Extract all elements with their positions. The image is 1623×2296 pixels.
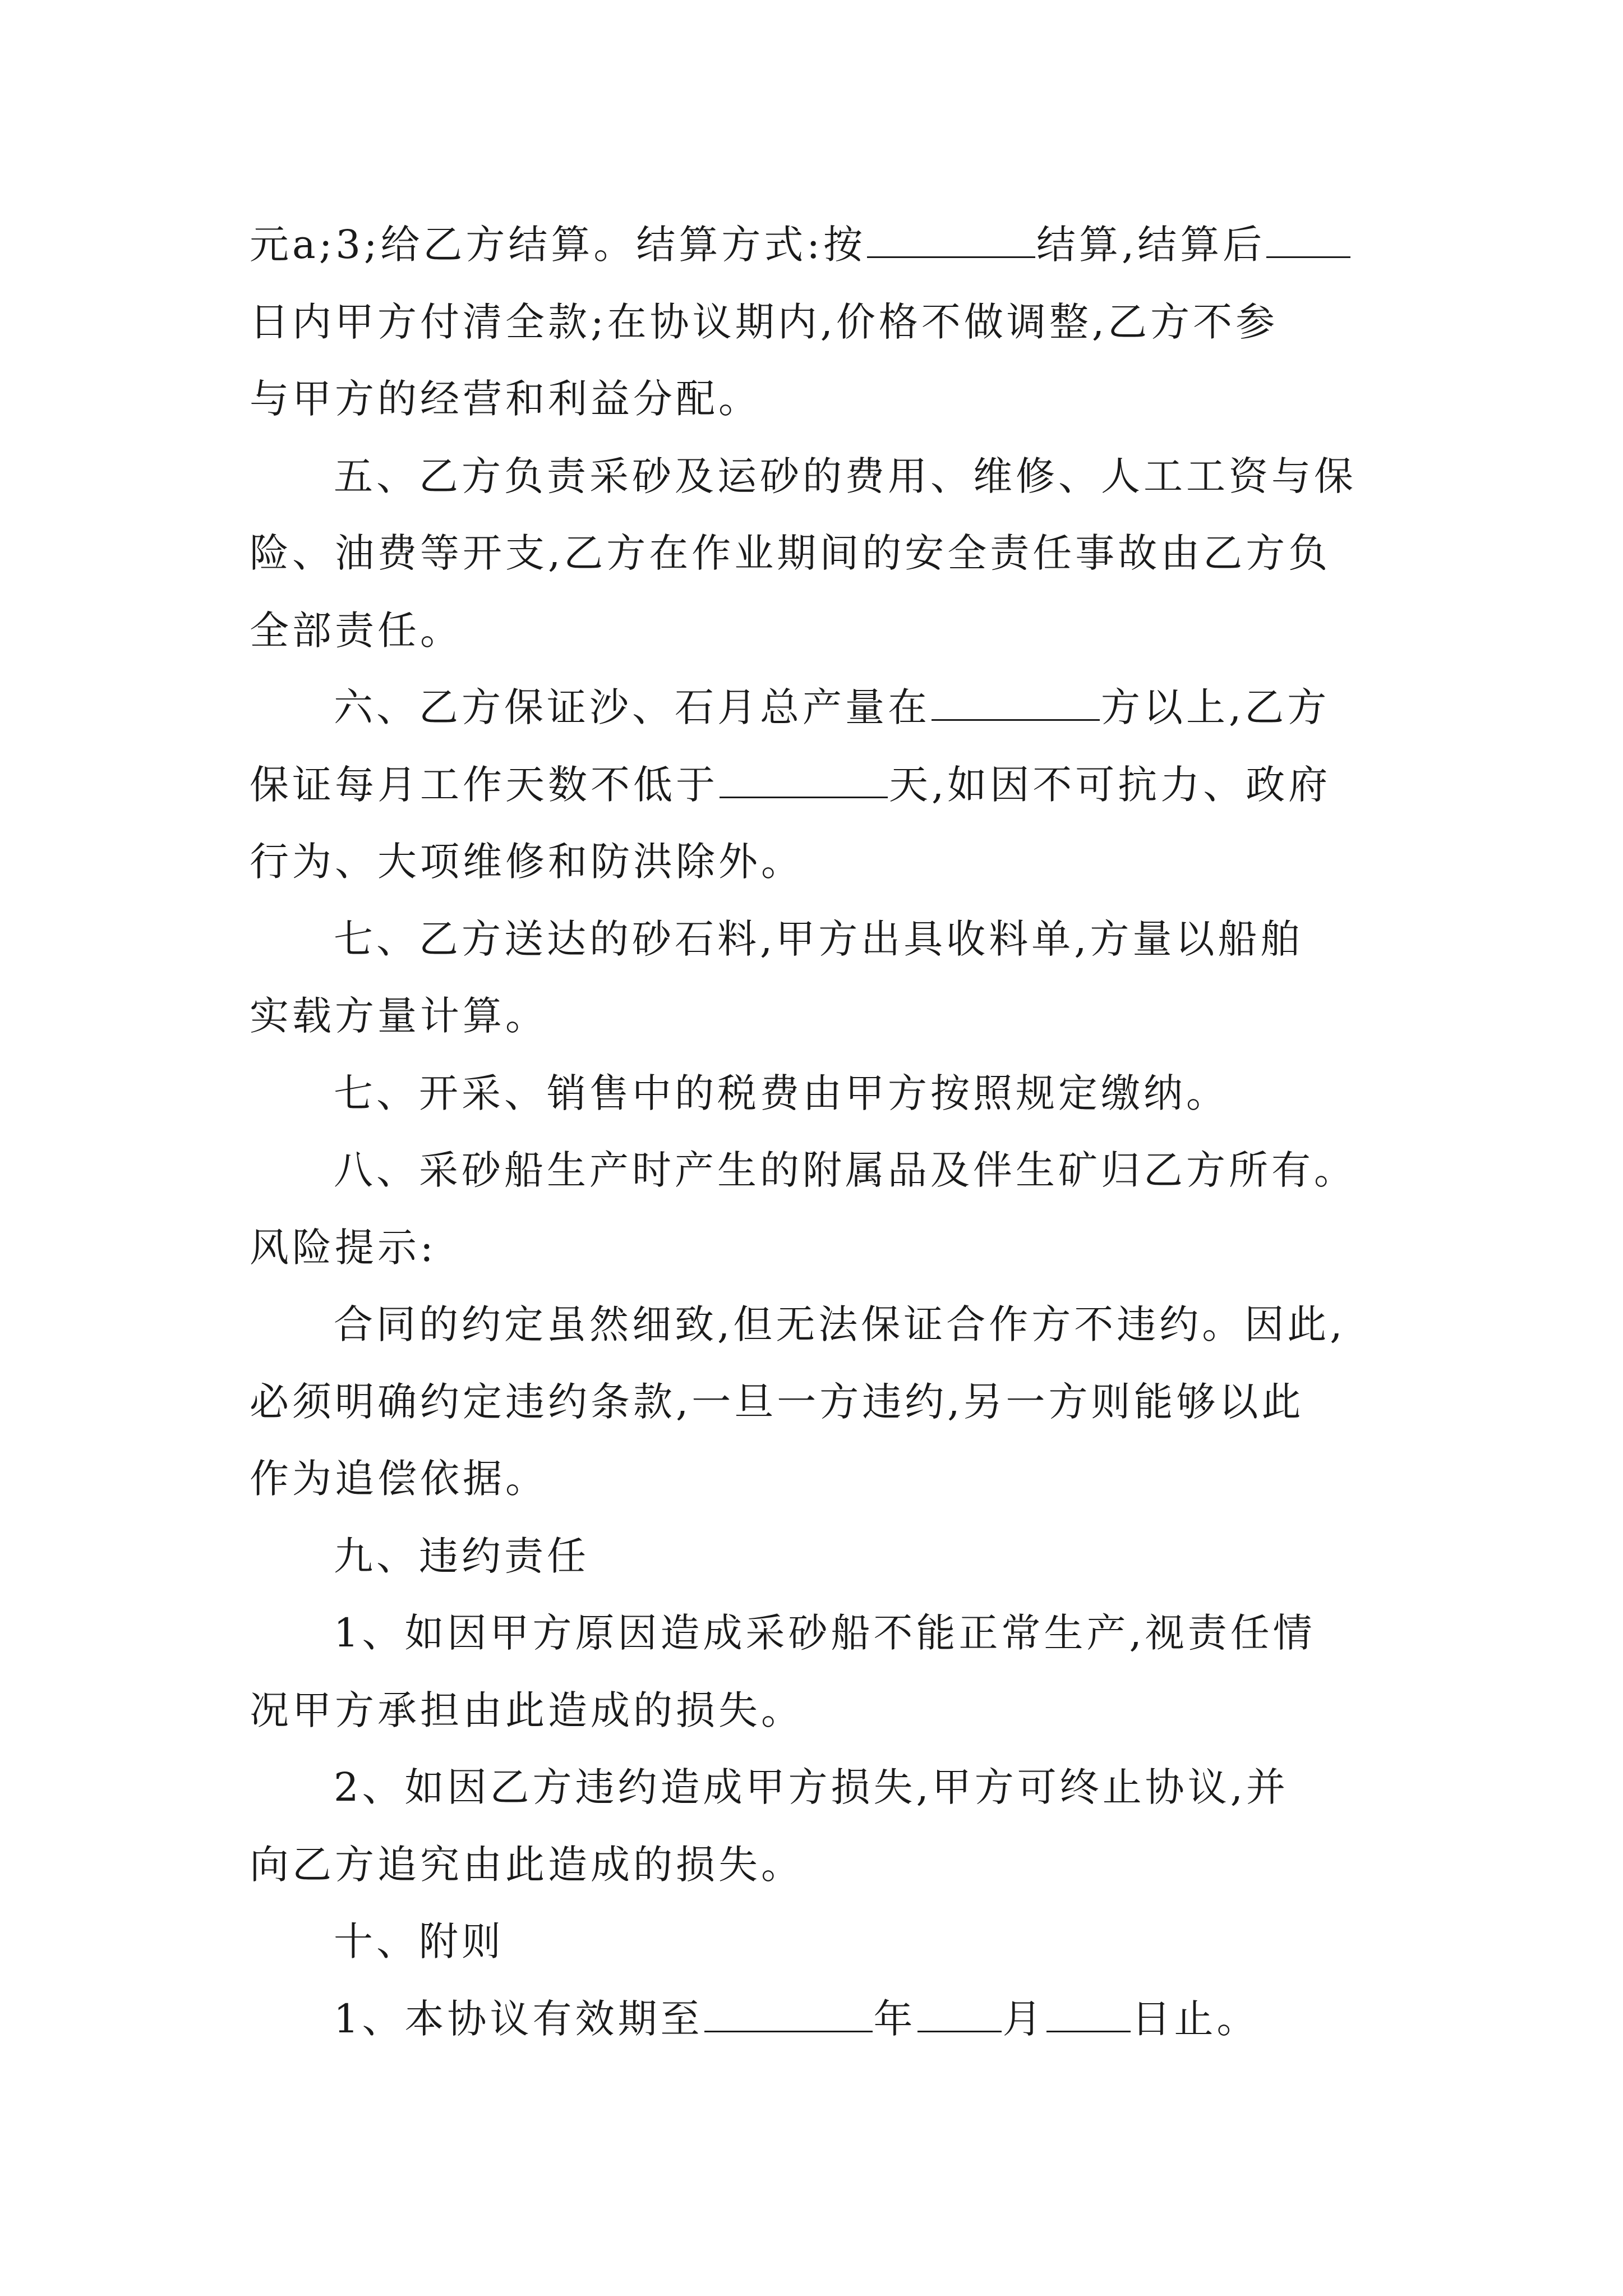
text-line: 日内甲方付清全款;在协议期内,价格不做调整,乙方不参 [250,298,1279,345]
fill-blank[interactable] [917,1996,1002,2032]
text-segment: 天,如因不可抗力、政府 [889,761,1331,808]
fill-blank[interactable] [867,222,1035,258]
section-heading: 九、违约责任 [334,1533,589,1579]
text-line: 实载方量计算。 [250,993,548,1039]
text-line: 作为追偿依据。 [250,1456,548,1502]
text-segment: 元a;3;给乙方结算。结算方式:按 [250,222,866,268]
text-segment: 年 [873,1995,916,2042]
risk-heading: 风险提示: [250,1224,437,1271]
paragraph-start: 1、如因甲方原因造成采砂船不能正常生产,视责任情 [334,1610,1316,1656]
text-segment: 方以上,乙方 [1101,684,1330,730]
text-line: 必须明确约定违约条款,一旦一方违约,另一方则能够以此 [250,1378,1304,1425]
text-segment: 月 [1002,1995,1045,2042]
text-line: 险、油费等开支,乙方在作业期间的安全责任事故由乙方负 [250,530,1331,576]
text-line: 全部责任。 [250,607,463,654]
fill-blank[interactable] [704,1996,873,2032]
fill-blank[interactable] [1046,1996,1131,2032]
text-segment: 日止。 [1131,1995,1260,2042]
fill-blank[interactable] [1266,222,1350,258]
text-line [250,206,1391,284]
text-line: 与甲方的经营和利益分配。 [250,376,761,422]
text-line: 行为、大项维修和防洪除外。 [250,839,804,885]
text-segment: 六、乙方保证沙、石月总产量在 [334,684,930,730]
text-line: 况甲方承担由此造成的损失。 [250,1687,804,1733]
paragraph-start: 七、开采、销售中的税费由甲方按照规定缴纳。 [334,1070,1229,1116]
paragraph-start: 五、乙方负责采砂及运砂的费用、维修、人工工资与保 [334,453,1357,499]
document-body [250,206,1391,2058]
paragraph-start [250,1981,1391,2058]
text-segment: 1、本协议有效期至 [334,1995,703,2042]
paragraph-start: 七、乙方送达的砂石料,甲方出具收料单,方量以船舶 [334,915,1303,962]
text-segment: 结算,结算后 [1036,222,1266,268]
paragraph-start: 八、采砂船生产时产生的附属品及伴生矿归乙方所有。 [334,1147,1357,1193]
text-line: 向乙方追究由此造成的损失。 [250,1841,804,1888]
paragraph-start: 合同的约定虽然细致,但无法保证合作方不违约。因此, [334,1301,1346,1347]
paragraph-start [250,669,1391,747]
section-heading: 十、附则 [334,1918,504,1964]
fill-blank[interactable] [720,762,888,798]
text-line [250,747,1391,824]
text-segment: 保证每月工作天数不低于 [250,761,718,808]
paragraph-start: 2、如因乙方违约造成甲方损失,甲方可终止协议,并 [334,1764,1289,1810]
fill-blank[interactable] [932,684,1100,721]
